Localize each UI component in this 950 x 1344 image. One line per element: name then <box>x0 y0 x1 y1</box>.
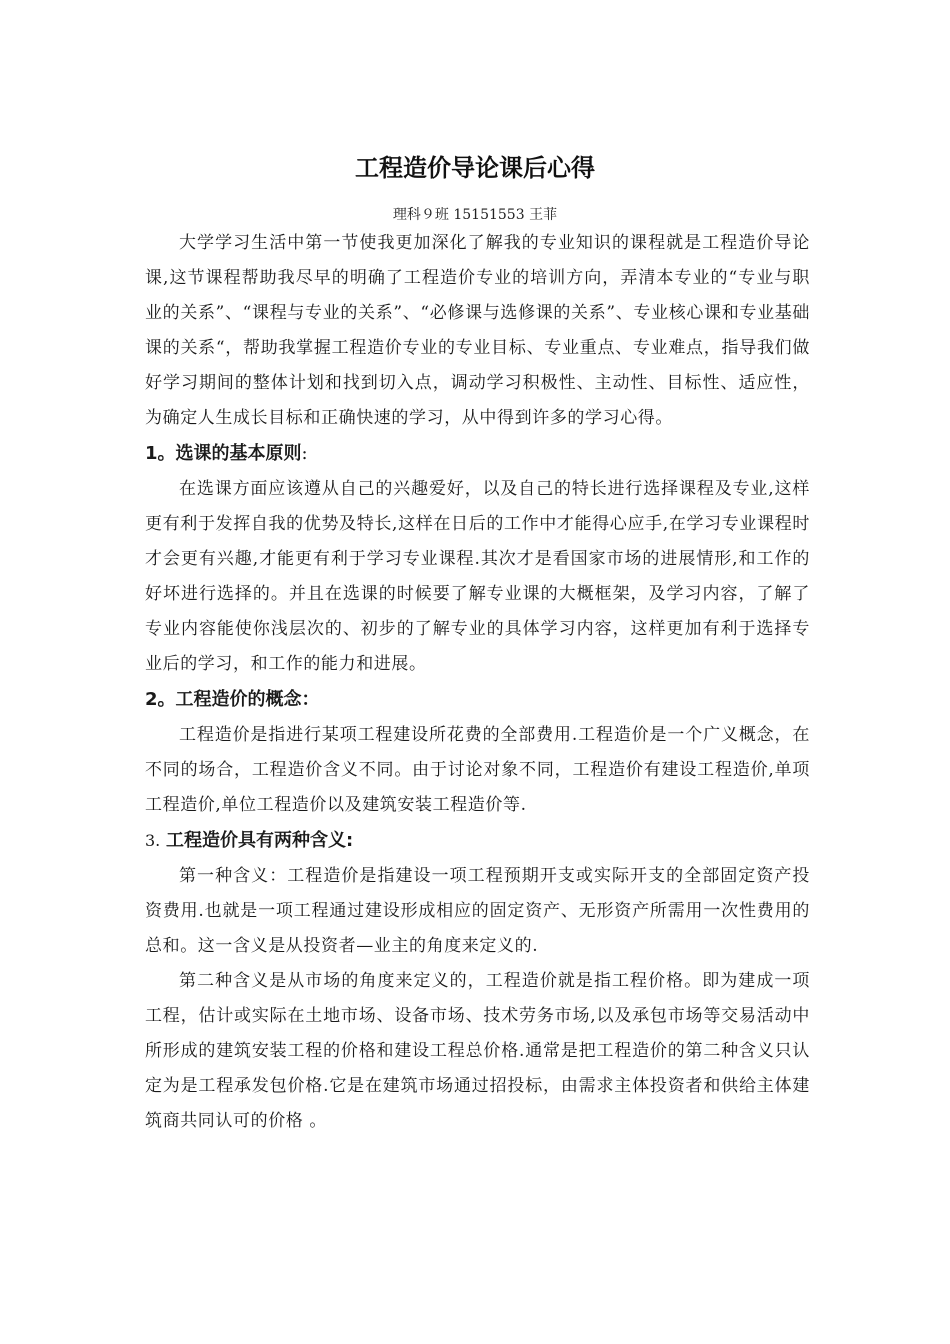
section-heading-1 <box>145 436 810 472</box>
section-colon: : <box>301 443 308 464</box>
section-3-paragraph-2: 第二种含义是从市场的角度来定义的，工程造价就是指工程价格。即为建成一项工程，估计或实际在土地市场、设备市场、技术劳务市场,以及承包市场等交易活动中所形成的建筑安装工程的价格和建设工程总价格.通常是把工程造价的第二种含义只认定为是工程承发包价格.它是在建筑市场通过招投标，由需求主体投资者和供给主体建筑商共同认可的价格 。 <box>145 971 810 1131</box>
section-1-paragraph: 在选课方面应该遵从自己的兴趣爱好，以及自己的特长进行选择课程及专业,这样更有利于发挥自我的优势及特长,这样在日后的工作中才能得心应手,在学习专业课程时才会更有兴趣,才能更有利于学习专业课程.其次才是看国家市场的进展情形,和工作的好坏进行选择的。并且在选课的时候要了解专业课的大概框架，及学习内容，了解了专业内容能使你浅层次的、初步的了解专业的具体学习内容，这样更加有利于选择专业后的学习，和工作的能力和进展。 <box>145 479 810 674</box>
section-number: 2。 <box>145 689 176 710</box>
section-number: 1。 <box>145 443 176 464</box>
section-title: 工程造价的概念 <box>175 689 302 710</box>
intro-paragraph: 大学学习生活中第一节使我更加深化了解我的专业知识的课程就是工程造价导论课,这节课程帮助我尽早的明确了工程造价专业的培训方向，弄清本专业的“专业与职业的关系”、“课程与专业的关系”、“必修课与选修课的关系”、专业核心课和专业基础课的关系“，帮助我掌握工程造价专业的专业目标、专业重点、专业难点，指导我们做好学习期间的整体计划和找到切入点，调动学习积极性、主动性、目标性、适应性，为确定人生成长目标和正确快速的学习，从中得到许多的学习心得。 <box>145 233 810 428</box>
section-title: 工程造价具有两种含义 <box>166 830 346 851</box>
section-number: 3. <box>145 831 161 850</box>
section-title: 选课的基本原则 <box>175 443 302 464</box>
section-heading-3 <box>145 823 810 859</box>
document-title: 工程造价导论课后心得 <box>355 154 595 182</box>
section-heading-2 <box>145 682 810 718</box>
section-2-paragraph: 工程造价是指进行某项工程建设所花费的全部费用.工程造价是一个广义概念，在不同的场合，工程造价含义不同。由于讨论对象不同，工程造价有建设工程造价,单项工程造价,单位工程造价以及建筑安装工程造价等. <box>145 725 810 815</box>
section-colon: ： <box>301 689 320 710</box>
section-colon: : <box>346 830 354 851</box>
author-byline: 理科９班 15151553 王菲 <box>392 207 558 223</box>
document-body <box>145 226 810 1139</box>
section-3-paragraph-1: 第一种含义：工程造价是指建设一项工程预期开支或实际开支的全部固定资产投资费用.也就是一项工程通过建设形成相应的固定资产、无形资产所需用一次性费用的总和。这一含义是从投资者—业主的角度来定义的. <box>145 866 810 956</box>
